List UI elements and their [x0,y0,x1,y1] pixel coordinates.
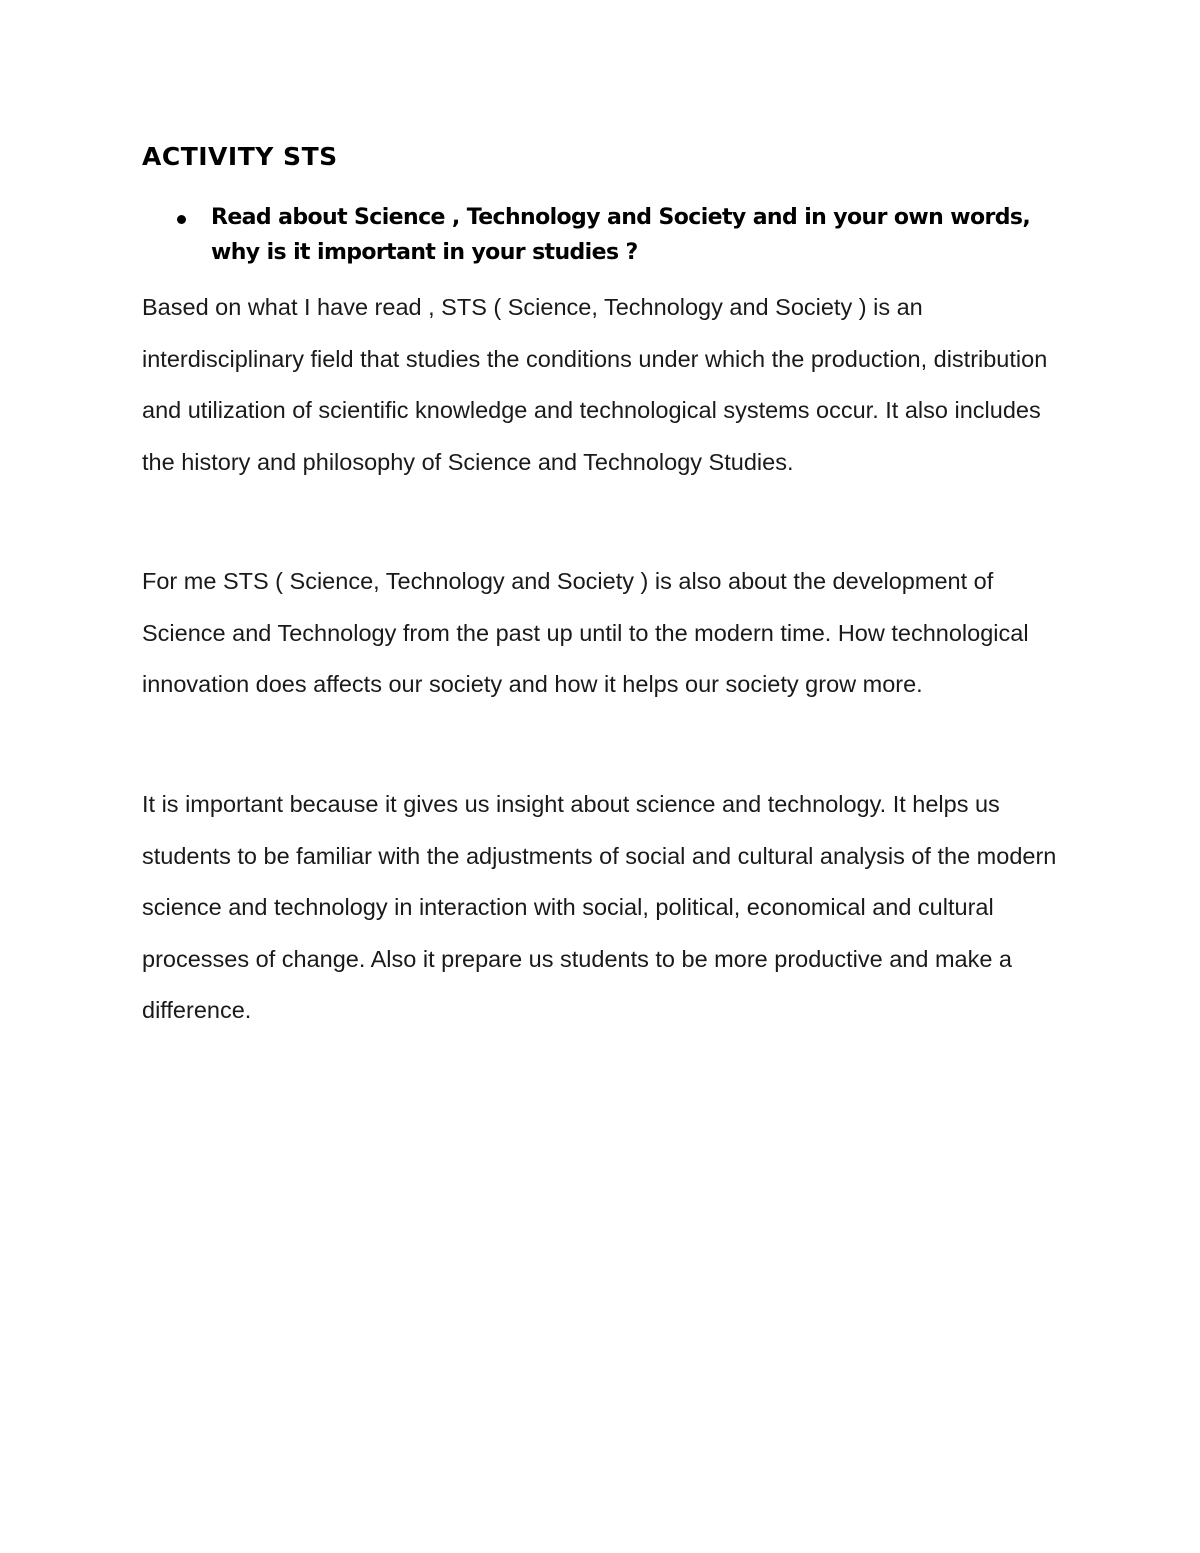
document-title: ACTIVITY STS [142,142,338,171]
bullet-question: Read about Science , Technology and Society and in your own words, why is it important in your studies ? [211,205,1031,265]
paragraph-definition: Based on what I have read , STS ( Science, Technology and Society ) is an interdisciplinary field that studies the conditions under which the production, distribution and utilization of scientific knowledge and technological systems occur. It also includes the history and philosophy of Science and Technology Studies. [142,294,1048,475]
bullet-icon [177,215,186,224]
paragraph-personal-view: For me STS ( Science, Technology and Society ) is also about the development of Science and Technology from the past up until to the modern time. How technological innovation does affects our society and how it helps our society grow more. [142,568,1029,697]
paragraph-importance: It is important because it gives us insight about science and technology. It helps us students to be familiar with the adjustments of social and cultural analysis of the modern science and technology in interaction with social, political, economical and cultural processes of change. Also it prepare us students to be more productive and make a difference. [142,791,1057,1023]
